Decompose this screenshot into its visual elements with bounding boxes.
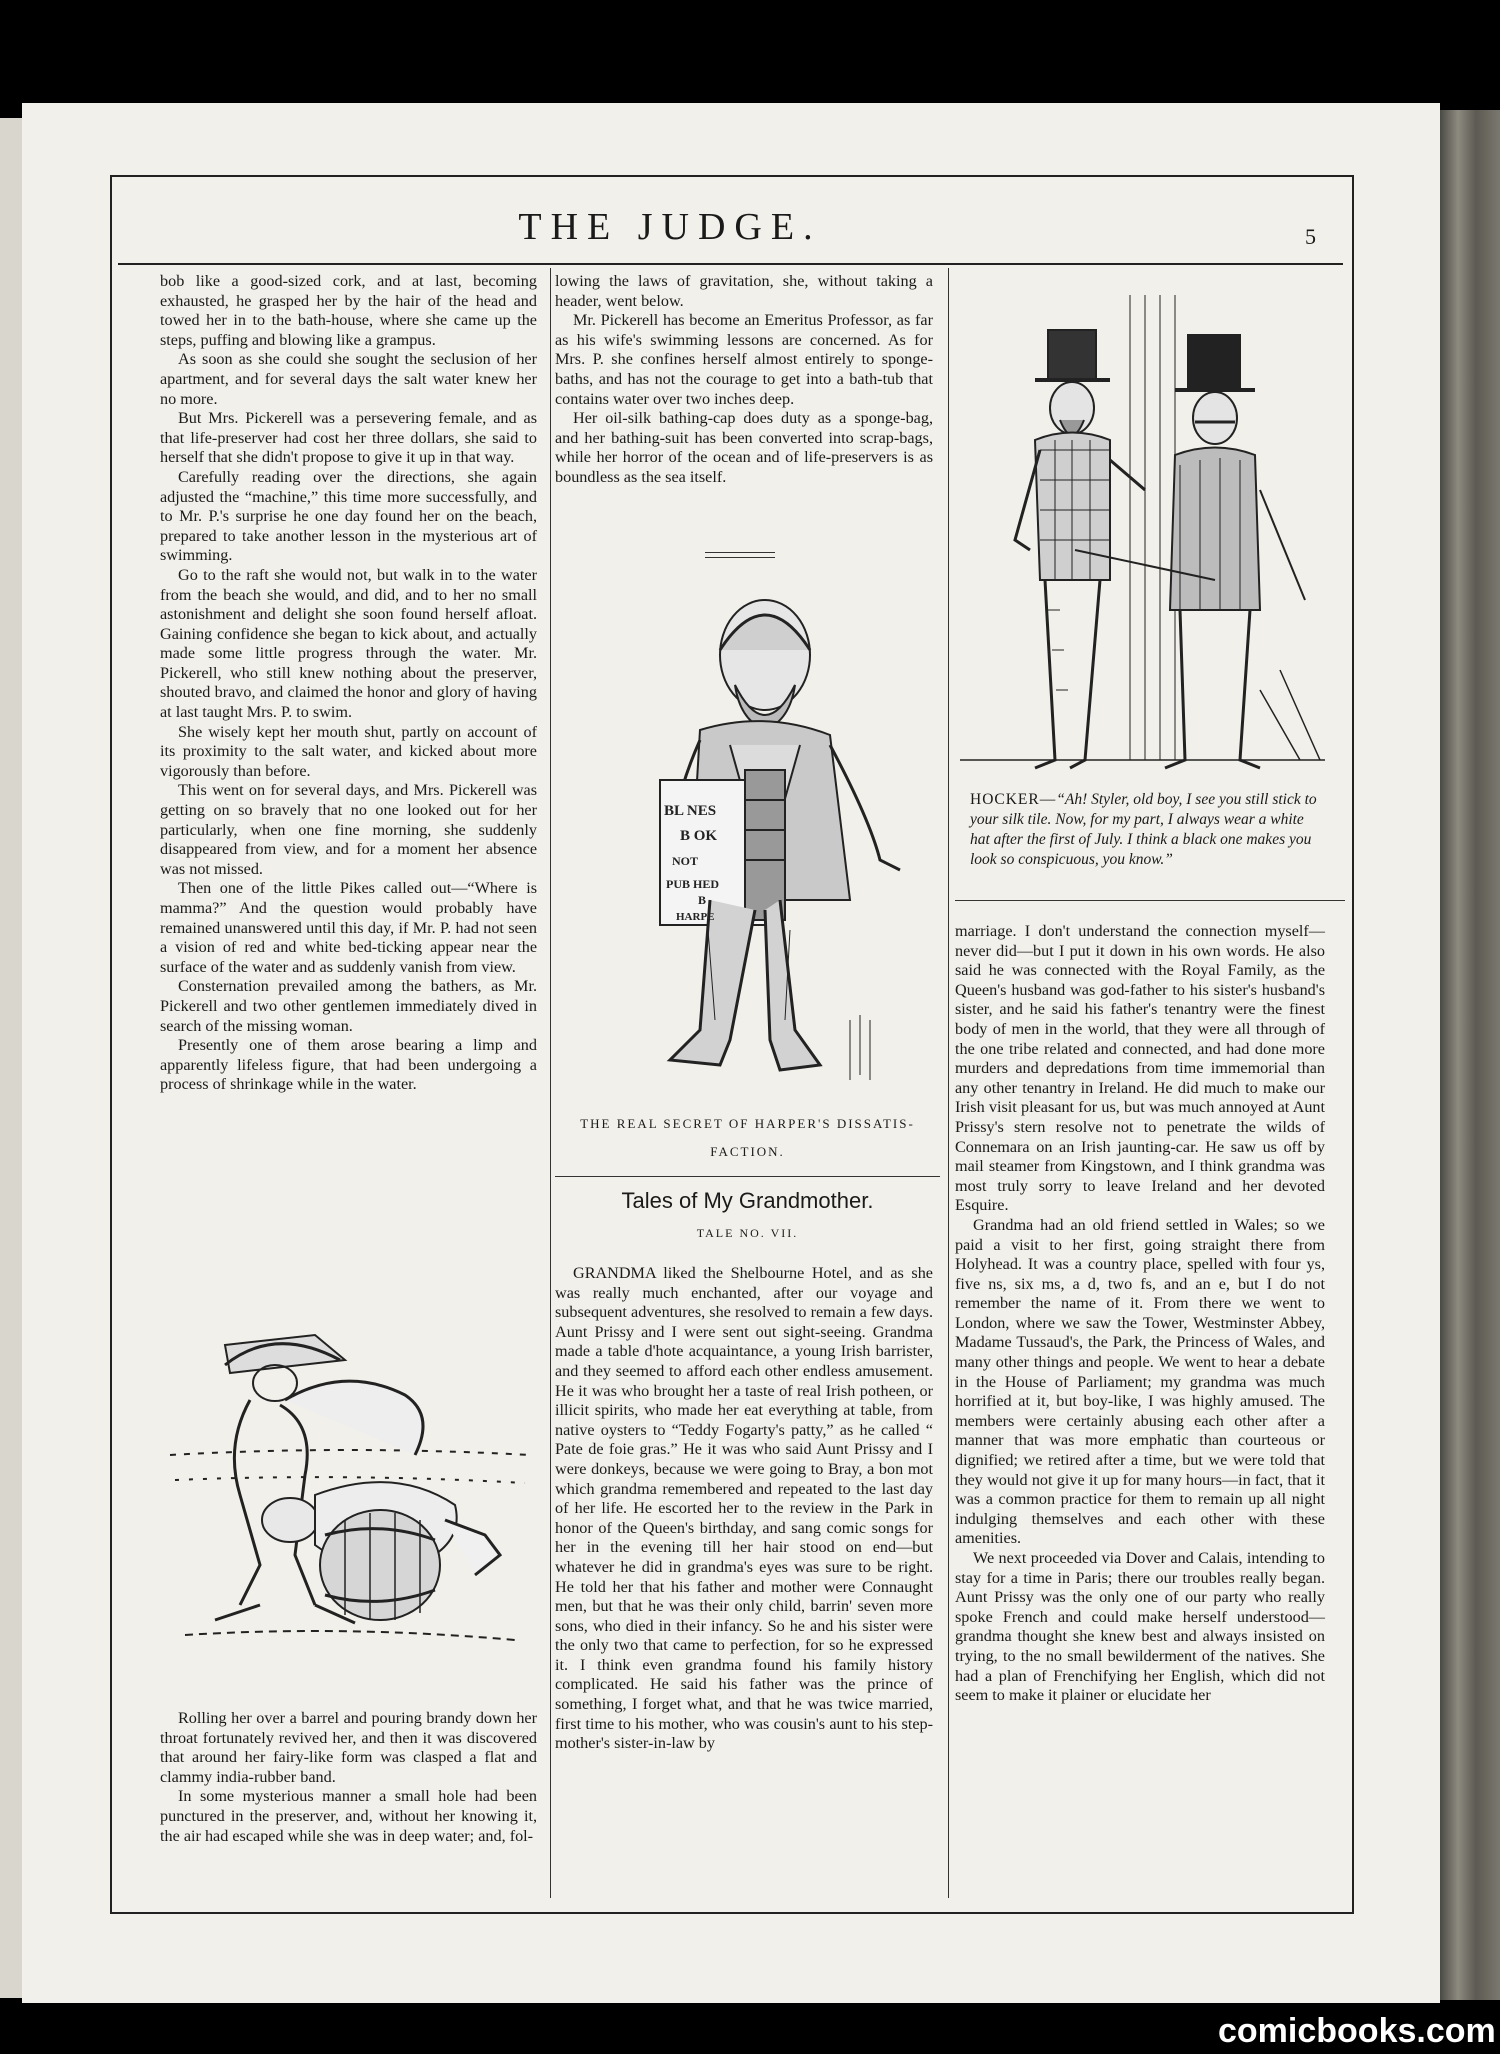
masthead: THE JUDGE. [518, 206, 822, 248]
tales-title: Tales of My Grandmother. [621, 1188, 874, 1213]
paragraph: Presently one of them arose bearing a limp and apparently lifeless figure, that had been undergoing a process of shrinkage while in the water. [160, 1036, 537, 1094]
paragraph: Her oil-silk bathing-cap does duty as a sponge-bag, and her bathing-suit has been converted into scrap-bags, while her horror of the ocean and of life-preservers is as boundless as the sea itself. [555, 409, 933, 486]
column-2-top [555, 272, 933, 488]
paragraph: GRANDMA liked the Shelbourne Hotel, and as she was really much enchanted, after our voyage and subsequent adventures, she resolved to remain a few days. Aunt Prissy and I were sent out sight-seeing. Grandma made a table d'hote acquaintance, a young Irish barrister, and they seemed to afford each other endless amusement. He it was who brought her a taste of real Irish potheen, or illicit spirits, who made her eat everything at table, from native oysters to “Teddy Fogarty's patty,” as he called “ Pate de foie gras.” He it was who said Aunt Prissy and I were donkeys, because we were going to Bray, a bon mot which grandma remembered and repeated to the last day of her life. He escorted her to the review in the Park in honor of the Queen's birthday, and sang comic songs for her in the evening till her hair stood on end—but whatever he did in grandma's eyes was sure to be right. He told her that his father and mother were Connaught men, but that he was their only child, barrin' seven more sons, who died in their infancy. So he and his sister were the only two that came to perfection, for so he expressed it. I think even grandma found his family history complicated. He said his father was the prince of something, I forget what, and that he was twice married, first time to his mother, who was cousin's aunt to his step-mother's sister-in-law by [555, 1264, 933, 1753]
caption-line-1: THE REAL SECRET OF HARPER'S DISSATIS- [580, 1116, 915, 1131]
book-label-3: NOT [672, 854, 699, 868]
bearded-man-drawing [580, 570, 910, 1100]
book-label-2: B OK [680, 828, 718, 844]
paragraph: This went on for several days, and Mrs. Pickerell was getting on so bravely that no one looked out for her particularly, when one fine morning, she suddenly disappeared from view, and for a moment her absence was not missed. [160, 781, 537, 878]
book-label-5: B [698, 893, 707, 907]
hocker-quote: “Ah! Styler, old boy, I see you still stick to your silk tile. Now, for my part, I always wear a white hat after the first of July. I think a black one makes you look so conspicuous, you know.” [970, 791, 1317, 868]
paragraph: Then one of the little Pikes called out—“Where is mamma?” And the question would probably have remained unanswered until this day, if Mr. P. had not seen a vision of red and white bed-ticking appear near the surface of the water and as suddenly vanish from view. [160, 879, 537, 976]
column-3-bottom [955, 922, 1325, 1706]
paragraph: Mr. Pickerell has become an Emeritus Professor, as far as his wife's swimming lessons are concerned. As for Mrs. P. she confines herself almost entirely to sponge-baths, and has not the courage to get into a bath-tub that contains water over two inches deep. [555, 311, 933, 408]
separator-rule [705, 552, 775, 558]
watermark: comicbooks.com [1218, 2012, 1496, 2050]
paragraph: We next proceeded via Dover and Calais, intending to stay for a time in Paris; there our troubles really began. Aunt Prissy was the only one of our party who really spoke French and could make herself understood—grandma thought she knew best and always insisted on trying, to the no small bewilderment of the natives. She had a plan of Frenchifying her English, which did not seem to make it plainer or elucidate her [955, 1549, 1325, 1705]
paragraph: lowing the laws of gravitation, she, without taking a header, went below. [555, 272, 933, 310]
harper-cartoon [580, 570, 910, 1100]
caption-line-2: FACTION. [710, 1144, 785, 1159]
book-label-1: BL NES [664, 803, 717, 819]
hocker-speaker: HOCKER— [970, 791, 1057, 808]
paragraph: As soon as she could she sought the seclusion of her apartment, and for several days the salt water knew her no more. [160, 350, 537, 408]
paragraph: Rolling her over a barrel and pouring brandy down her throat fortunately revived her, and then it was discovered that around her fairy-like form was clasped a flat and clammy india-rubber band. [160, 1709, 537, 1786]
paragraph: bob like a good-sized cork, and at last, becoming exhausted, he grasped her by the hair of the head and towed her in to the bath-house, where she came up the steps, puffing and blowing like a grampus. [160, 272, 537, 349]
column-3-rule [955, 900, 1345, 901]
harper-caption [555, 1110, 940, 1166]
column-rule-2 [948, 268, 949, 1898]
column-2-bottom [555, 1264, 933, 1754]
book-spine-edge [1440, 110, 1500, 2000]
book-label-4: PUB HED [666, 877, 720, 891]
column-1-bottom [160, 1709, 537, 1846]
paragraph: Go to the raft she would not, but walk in to the water from the beach she would, and did, and to her no small astonishment and delight she soon found herself afloat. Gaining confidence she began to kick about, and actually made some little progress through the water. Mr. Pickerell, who still knew nothing about the preserver, shouted bravo, and claimed the honor and glory of having at last taught Mrs. P. to swim. [160, 565, 537, 722]
column-1-top [160, 272, 537, 1095]
paragraph: But Mrs. Pickerell was a persevering female, and as that life-preserver had cost her three dollars, she said to herself that she didn't propose to give it up in that way. [160, 409, 537, 467]
paragraph: In some mysterious manner a small hole had been punctured in the preserver, and, without her knowing it, the air had escaped while she was in deep water; and, fol- [160, 1787, 537, 1845]
paragraph: marriage. I don't understand the connection myself—never did—but I put it down in his own words. He also said he was connected with the Royal Family, as the Queen's husband was god-father to his sister's husband's sister, and he said his father's tenantry were the finest body of men in the world, that they were all through of the one tribe related and connected, and had done more murders and depredations from time immemorial than any other tenantry in Ireland. He did much to make our Irish visit pleasant for us, but was much annoyed at Aunt Prissy's stern resolve not to penetrate the wilds of Connemara on an Irish jaunting-car. He saw us off by mail steamer from Kingstown, and I think grandma was most truly sorry to leave Ireland and her devoted Esquire. [955, 922, 1325, 1215]
hocker-cartoon [960, 290, 1325, 770]
paragraph: Consternation prevailed among the bathers, as Mr. Pickerell and two other gentlemen immediately dived in search of the missing woman. [160, 977, 537, 1035]
hocker-caption [970, 790, 1325, 870]
barrel-rescue-drawing [165, 1305, 535, 1665]
masthead-rule [118, 263, 1343, 265]
paragraph: Grandma had an old friend settled in Wales; so we paid a visit to her first, going straight there from Holyhead. It was a country place, spelled with four ys, five ns, six ms, a d, two fs, and an e, but I do not remember the name of it. From there we went to London, where we saw the Tower, Westminster Abbey, Madame Tussaud's, the Park, the Princess of Wales, and many other things and people. We went to hear a debate in the House of Parliament; my grandma was much horrified at it, but boy-like, I was highly amused. The members were certainly abusing each other after a manner that was more emphatic than courteous or dignified; we retired after a time, but we were told that they would not give it up for many hours—in fact, that it was a common practice for them to remain up all night indulging themselves and each other with these amenities. [955, 1215, 1325, 1548]
barrel-illustration [165, 1305, 535, 1665]
section-rule [555, 1176, 940, 1177]
book-label-6: HARPE [676, 911, 715, 923]
column-rule-1 [550, 268, 551, 1898]
tale-number: TALE NO. VII. [696, 1226, 799, 1240]
paragraph: She wisely kept her mouth shut, partly on account of its proximity to the salt water, and kicked about more vigorously than before. [160, 722, 537, 780]
page-number: 5 [1305, 224, 1316, 249]
two-gentlemen-drawing [960, 290, 1325, 770]
paragraph: Carefully reading over the directions, she again adjusted the “machine,” this time more successfully, and to Mr. P.'s surprise he one day found her on the beach, prepared to take another lesson in the mysterious art of swimming. [160, 467, 537, 565]
